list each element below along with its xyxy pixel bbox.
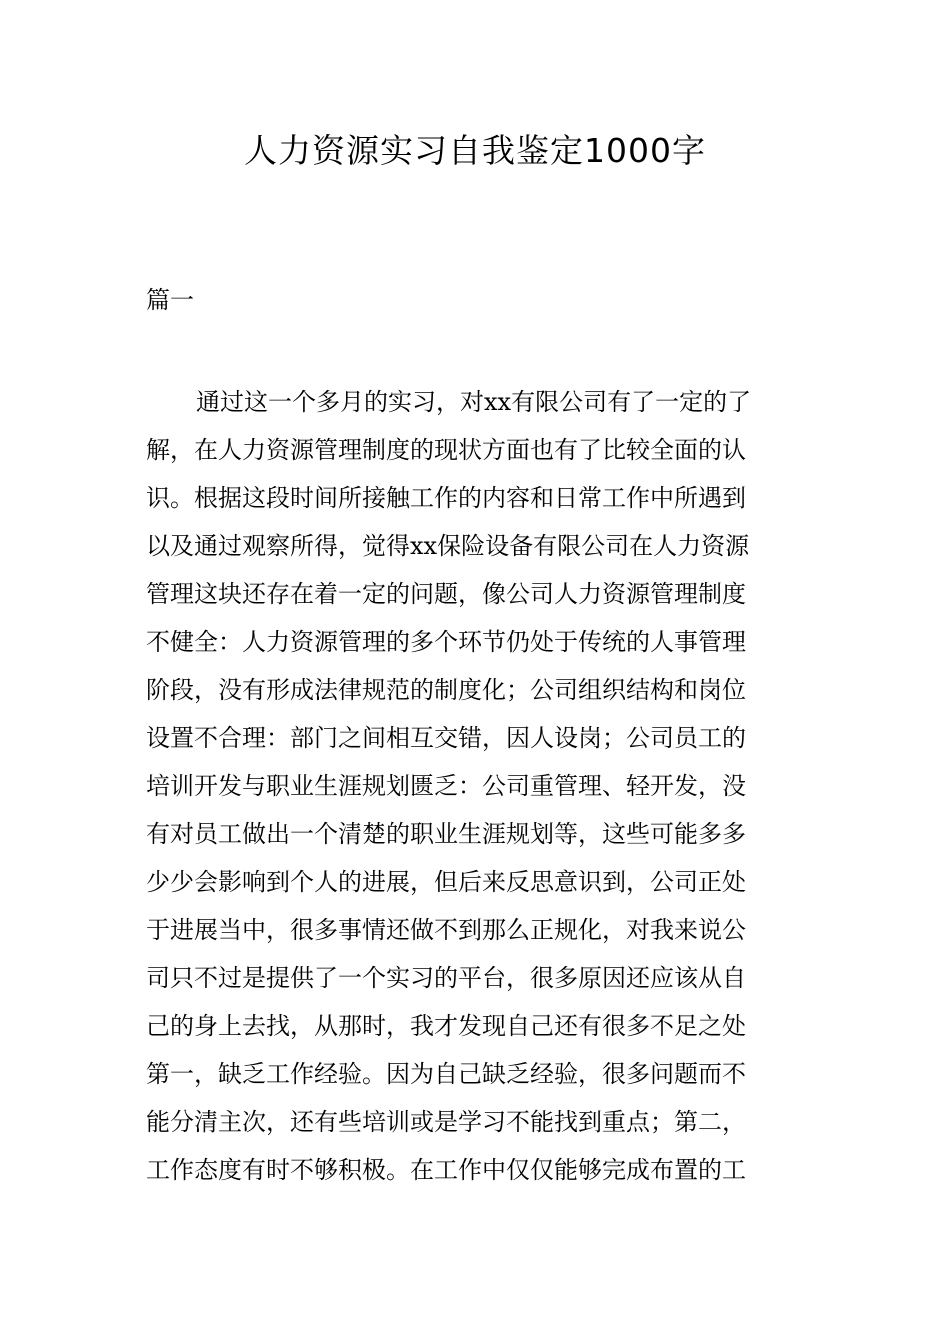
paragraph-line: 己的身上去找，从那时，我才发现自己还有很多不足之处 [146,1012,746,1040]
paragraph-line: 能分清主次，还有些培训或是学习不能找到重点；第二， [146,1108,746,1136]
paragraph-line: 于进展当中，很多事情还做不到那么正规化，对我来说公 [146,916,746,944]
paragraph-line: 工作态度有时不够积极。在工作中仅仅能够完成布置的工 [146,1156,746,1184]
paragraph-line: 设置不合理：部门之间相互交错，因人设岗；公司员工的 [146,724,746,752]
paragraph-line: 通过这一个多月的实习，对xx有限公司有了一定的了 [196,388,752,416]
paragraph-line: 阶段，没有形成法律规范的制度化；公司组织结构和岗位 [146,676,746,704]
paragraph-line: 少少会影响到个人的进展，但后来反思意识到，公司正处 [146,868,746,896]
paragraph-line: 解，在人力资源管理制度的现状方面也有了比较全面的认 [146,436,746,464]
paragraph-line: 培训开发与职业生涯规划匮乏：公司重管理、轻开发，没 [146,772,746,800]
body-paragraph [146,378,816,1194]
paragraph-line: 识。根据这段时间所接触工作的内容和日常工作中所遇到 [146,484,746,512]
paragraph-line: 管理这块还存在着一定的问题，像公司人力资源管理制度 [146,580,746,608]
paragraph-line: 司只不过是提供了一个实习的平台，很多原因还应该从自 [146,964,746,992]
section-heading: 篇一 [146,286,194,314]
paragraph-line: 第一，缺乏工作经验。因为自己缺乏经验，很多问题而不 [146,1060,746,1088]
paragraph-line: 有对员工做出一个清楚的职业生涯规划等，这些可能多多 [146,820,746,848]
document-title: 人力资源实习自我鉴定1000字 [244,131,706,170]
paragraph-line: 以及通过观察所得，觉得xx保险设备有限公司在人力资源 [146,532,750,560]
paragraph-line: 不健全：人力资源管理的多个环节仍处于传统的人事管理 [146,628,746,656]
